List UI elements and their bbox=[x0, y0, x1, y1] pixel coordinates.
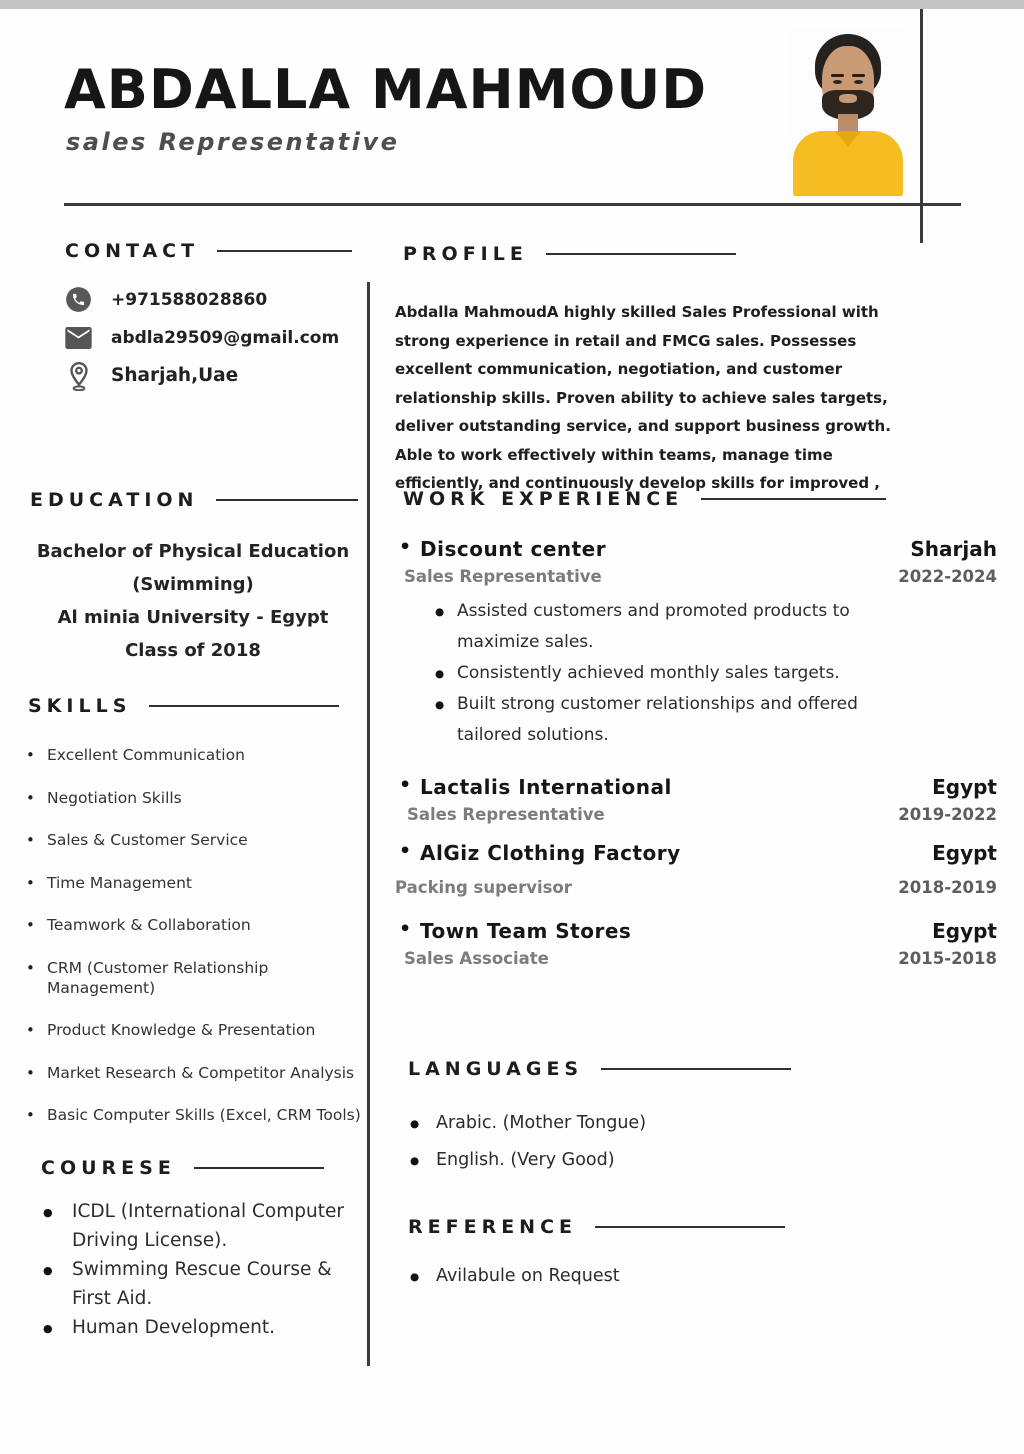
language-item: ● English. (Very Good) bbox=[408, 1142, 998, 1179]
location-text: Sharjah,Uae bbox=[111, 365, 239, 386]
job-role: Sales Representative bbox=[407, 805, 605, 824]
skill-item: • Time Management bbox=[26, 873, 371, 893]
education-heading-rule bbox=[216, 499, 358, 501]
photo-brow-shape bbox=[852, 74, 865, 77]
job-entry bbox=[395, 775, 997, 824]
job-duty: ● Assisted customers and promoted products to maximize sales. bbox=[435, 596, 915, 658]
job-company: • Lactalis International bbox=[395, 775, 672, 799]
job-dates: 2018-2019 bbox=[898, 878, 997, 897]
profile-section bbox=[395, 243, 955, 498]
job-location: Egypt bbox=[932, 919, 997, 943]
job-dates: 2015-2018 bbox=[898, 949, 997, 968]
job-role: Sales Representative bbox=[404, 567, 602, 586]
languages-heading: LANGUAGES bbox=[408, 1058, 584, 1080]
course-item: ● Swimming Rescue Course & First Aid. bbox=[41, 1255, 353, 1313]
job-company: • Discount center bbox=[395, 537, 606, 561]
education-degree: Bachelor of Physical Education bbox=[36, 541, 350, 562]
job-role: Packing supervisor bbox=[395, 878, 572, 897]
skill-item: • Teamwork & Collaboration bbox=[26, 915, 371, 935]
job-duty: ● Consistently achieved monthly sales targets. bbox=[435, 658, 915, 689]
phone-icon bbox=[65, 286, 92, 313]
photo-vertical-divider bbox=[920, 9, 923, 243]
profile-summary: Abdalla MahmoudA highly skilled Sales Professional with strong experience in retail and FMCG sales. Possesses excellent communication, negotiation, and customer relationship skills. Proven ability to achieve sales targets, deliver outstanding service, and support business growth. Able to work effectively within teams, manage time efficiently, and continuously develop skills for improved , bbox=[395, 303, 891, 492]
education-class-year: Class of 2018 bbox=[125, 640, 261, 661]
profile-heading: PROFILE bbox=[403, 243, 528, 265]
job-entry bbox=[395, 919, 997, 968]
education-specialty: (Swimming) bbox=[132, 574, 254, 595]
reference-item: ● Avilabule on Request bbox=[408, 1264, 998, 1288]
skills-section bbox=[26, 695, 371, 1148]
contact-phone-row bbox=[65, 286, 355, 313]
work-experience-section bbox=[395, 488, 997, 992]
skill-item: • Market Research & Competitor Analysis bbox=[26, 1063, 371, 1083]
photo-mouth-shape bbox=[839, 94, 857, 103]
job-dates: 2019-2022 bbox=[898, 805, 997, 824]
photo-brow-shape bbox=[831, 74, 844, 77]
skill-item: • CRM (Customer Relationship Management) bbox=[26, 958, 371, 998]
job-entry bbox=[395, 537, 997, 751]
profile-heading-rule bbox=[546, 253, 736, 255]
course-item: ● Human Development. bbox=[41, 1313, 353, 1342]
skills-heading-rule bbox=[149, 705, 339, 707]
languages-heading-rule bbox=[601, 1068, 791, 1070]
job-company: • Town Team Stores bbox=[395, 919, 631, 943]
reference-section bbox=[408, 1216, 998, 1288]
email-icon bbox=[65, 324, 92, 351]
contact-section bbox=[65, 240, 355, 389]
work-experience-heading: WORK EXPERIENCE bbox=[403, 488, 684, 510]
skill-item: • Excellent Communication bbox=[26, 745, 371, 765]
languages-section bbox=[408, 1058, 998, 1179]
profile-photo bbox=[789, 28, 906, 196]
job-location: Sharjah bbox=[910, 537, 997, 561]
contact-heading: CONTACT bbox=[65, 240, 200, 262]
email-address: abdla29509@gmail.com bbox=[111, 327, 340, 348]
courses-section bbox=[41, 1157, 353, 1342]
education-university: Al minia University - Egypt bbox=[57, 607, 329, 628]
course-item: ● ICDL (International Computer Driving License). bbox=[41, 1197, 353, 1255]
job-location: Egypt bbox=[932, 775, 997, 799]
work-experience-heading-rule bbox=[701, 498, 886, 500]
education-heading: EDUCATION bbox=[30, 489, 199, 511]
phone-number: +971588028860 bbox=[111, 289, 268, 310]
skill-item: • Sales & Customer Service bbox=[26, 830, 371, 850]
reference-heading: REFERENCE bbox=[408, 1216, 578, 1238]
skill-item: • Negotiation Skills bbox=[26, 788, 371, 808]
photo-eye-shape bbox=[833, 80, 842, 84]
header-divider bbox=[64, 203, 961, 206]
person-job-title: sales Representative bbox=[66, 128, 400, 156]
skills-heading: SKILLS bbox=[28, 695, 132, 717]
top-gray-band bbox=[0, 0, 1024, 9]
courses-heading-rule bbox=[194, 1167, 324, 1169]
skill-item: • Basic Computer Skills (Excel, CRM Tools) bbox=[26, 1105, 371, 1125]
person-name: ABDALLA MAHMOUD bbox=[64, 58, 708, 121]
contact-email-row bbox=[65, 324, 355, 351]
job-location: Egypt bbox=[932, 841, 997, 865]
skill-item: • Product Knowledge & Presentation bbox=[26, 1020, 371, 1040]
photo-eye-shape bbox=[854, 80, 863, 84]
job-duty: ● Built strong customer relationships and offered tailored solutions. bbox=[435, 689, 915, 751]
education-section bbox=[24, 489, 362, 667]
reference-heading-rule bbox=[595, 1226, 785, 1228]
location-icon bbox=[65, 362, 92, 389]
job-company: • AlGiz Clothing Factory bbox=[395, 841, 681, 865]
contact-location-row bbox=[65, 362, 355, 389]
contact-heading-rule bbox=[217, 250, 352, 252]
job-dates: 2022-2024 bbox=[898, 567, 997, 586]
job-role: Sales Associate bbox=[404, 949, 549, 968]
language-item: ● Arabic. (Mother Tongue) bbox=[408, 1105, 998, 1142]
job-entry bbox=[395, 841, 997, 897]
courses-heading: COURESE bbox=[41, 1157, 176, 1179]
